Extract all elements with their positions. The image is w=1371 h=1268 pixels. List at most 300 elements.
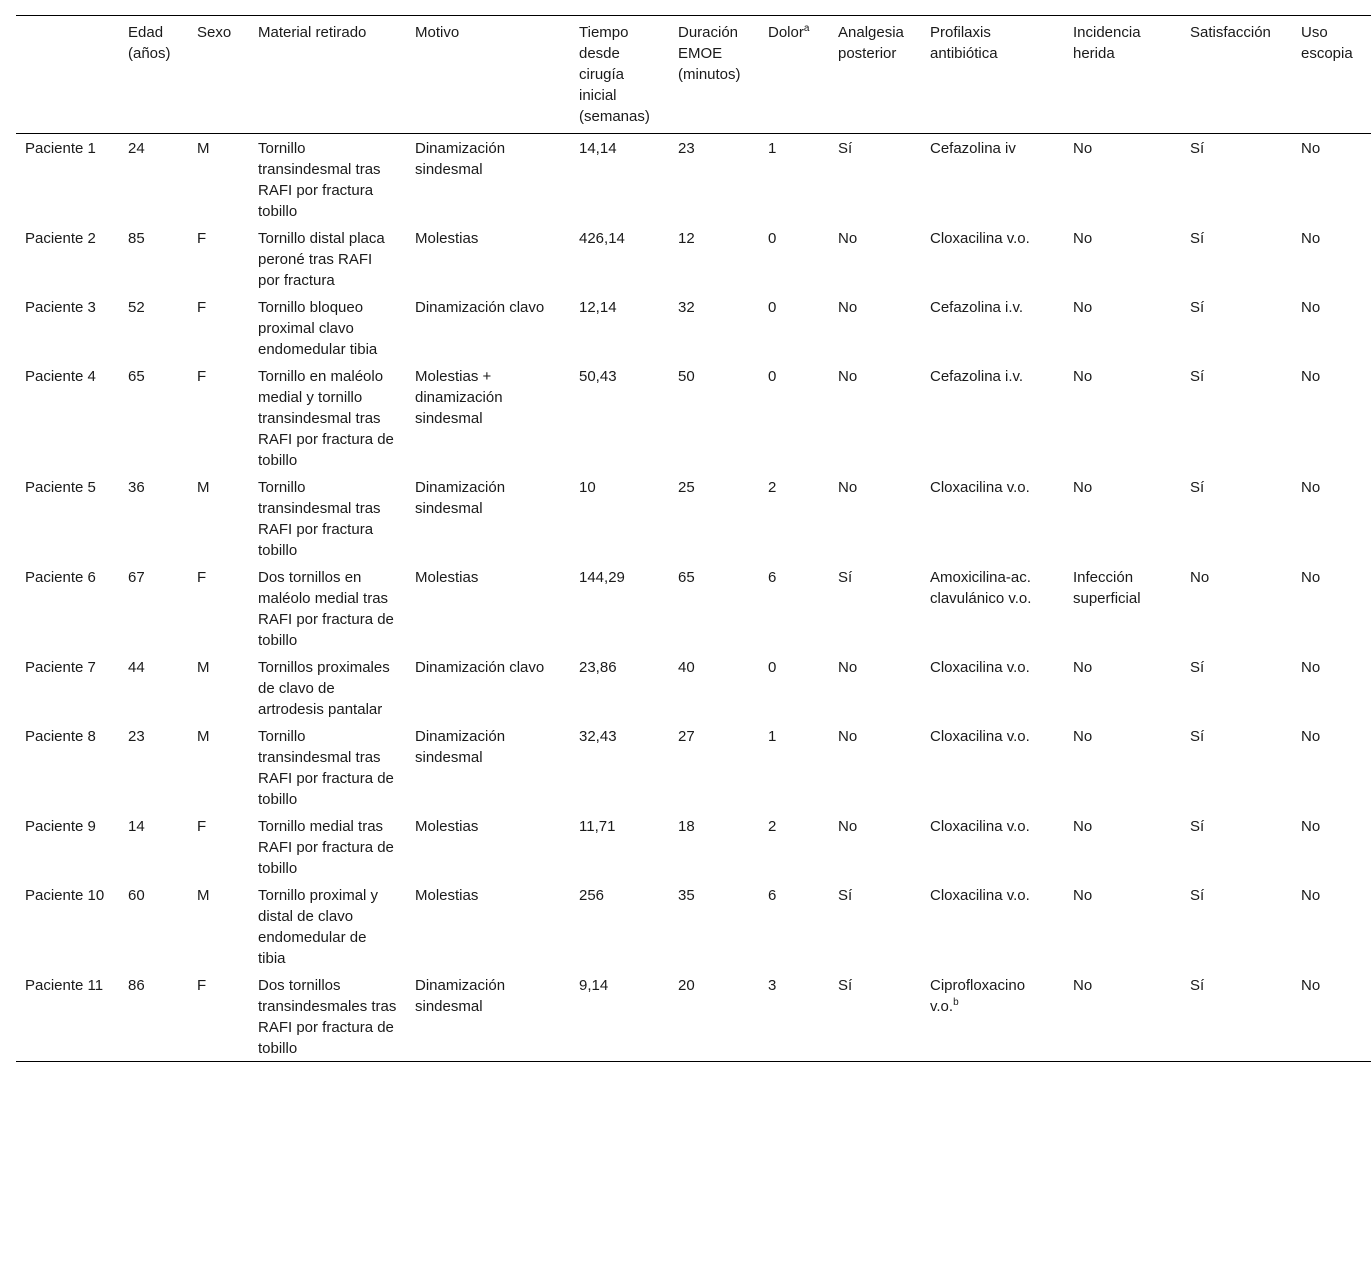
table-cell	[669, 362, 759, 473]
table-cell	[570, 971, 669, 1062]
table-cell	[669, 971, 759, 1062]
table-cell	[570, 473, 669, 563]
table-cell	[406, 224, 570, 293]
cell-text: 426,14	[579, 230, 625, 247]
cell-text: Molestias	[415, 230, 479, 247]
table-cell	[16, 653, 119, 722]
table-cell	[921, 971, 1064, 1062]
header-cell: Analgesia posterior	[838, 24, 904, 62]
cell-text: 23	[128, 728, 145, 745]
table-cell	[16, 473, 119, 563]
table-cell	[188, 812, 249, 881]
cell-text: Tornillo transindesmal tras RAFI por fractura tobillo	[258, 140, 381, 220]
table-cell	[570, 653, 669, 722]
cell-text: No	[1073, 140, 1093, 157]
cell-text: Dinamización clavo	[415, 299, 545, 316]
table-cell	[1181, 224, 1292, 293]
table-cell	[16, 134, 119, 225]
table-cell	[406, 293, 570, 362]
table-cell	[119, 722, 188, 812]
header-cell-dolor	[759, 16, 829, 134]
table-header	[16, 16, 1371, 134]
cell-text: No	[838, 299, 858, 316]
cell-text: 86	[128, 977, 145, 994]
cell-text: Sí	[838, 569, 853, 586]
table-cell	[570, 563, 669, 653]
cell-text: Sí	[1190, 479, 1205, 496]
table-cell	[1064, 812, 1181, 881]
table-cell	[249, 881, 406, 971]
table-cell	[570, 812, 669, 881]
table-cell	[188, 134, 249, 225]
table-cell	[829, 563, 921, 653]
cell-text: Cefazolina i.v.	[930, 299, 1024, 316]
cell-text: Paciente 5	[25, 479, 96, 496]
cell-text: Sí	[1190, 977, 1205, 994]
table-cell	[249, 653, 406, 722]
table-cell	[829, 812, 921, 881]
table-cell	[921, 722, 1064, 812]
cell-text: M	[197, 140, 210, 157]
table-cell	[188, 722, 249, 812]
cell-text: Cloxacilina v.o.	[930, 230, 1030, 247]
cell-text: Tornillos proximales de clavo de artrodesis pantalar	[258, 659, 390, 718]
cell-text: Cloxacilina v.o.	[930, 479, 1030, 496]
cell-text: Sí	[1190, 887, 1205, 904]
table-row	[16, 971, 1371, 1062]
cell-text: Dinamización sindesmal	[415, 140, 506, 178]
cell-text: 32	[678, 299, 695, 316]
header-dolor-label: Dolor	[768, 24, 804, 41]
table-cell	[829, 293, 921, 362]
footnote-marker: b	[953, 997, 959, 1008]
cell-text: No	[1073, 299, 1093, 316]
table-cell	[1292, 563, 1371, 653]
cell-text: Sí	[1190, 140, 1205, 157]
table-cell	[829, 362, 921, 473]
cell-text: Tornillo en maléolo medial y tornillo transindesmal tras RAFI por fractura de tobillo	[258, 368, 394, 469]
table-cell	[406, 362, 570, 473]
table-cell	[406, 722, 570, 812]
cell-text: 24	[128, 140, 145, 157]
cell-text: Paciente 7	[25, 659, 96, 676]
header-cell: Motivo	[415, 24, 460, 41]
cell-text: 256	[579, 887, 605, 904]
cell-text: 23,86	[579, 659, 617, 676]
cell-text: Amoxicilina-ac. clavulánico v.o.	[930, 569, 1032, 607]
cell-text: 52	[128, 299, 145, 316]
cell-text: Dos tornillos en maléolo medial tras RAFI por fractura de tobillo	[258, 569, 394, 649]
cell-text: Infección superficial	[1073, 569, 1141, 607]
table-cell	[1181, 812, 1292, 881]
table-cell	[119, 881, 188, 971]
cell-text: No	[1301, 140, 1321, 157]
table-cell	[188, 293, 249, 362]
cell-text: Cloxacilina v.o.	[930, 659, 1030, 676]
cell-text: 20	[678, 977, 695, 994]
cell-text: M	[197, 887, 210, 904]
cell-text: No	[1073, 230, 1093, 247]
table-cell	[119, 293, 188, 362]
cell-text: 32,43	[579, 728, 617, 745]
table-cell	[406, 653, 570, 722]
table-cell	[570, 362, 669, 473]
table-row	[16, 653, 1371, 722]
table-cell	[570, 134, 669, 225]
cell-text: Tornillo transindesmal tras RAFI por fractura tobillo	[258, 479, 381, 559]
patients-table	[16, 15, 1371, 1062]
table-cell	[829, 653, 921, 722]
cell-text: Sí	[838, 977, 853, 994]
table-cell	[1292, 722, 1371, 812]
cell-text: No	[1301, 479, 1321, 496]
cell-text: 9,14	[579, 977, 609, 994]
cell-text: Dinamización sindesmal	[415, 479, 506, 517]
header-cell: Satisfacción	[1190, 24, 1271, 41]
table-cell	[1064, 563, 1181, 653]
cell-text: Molestias + dinamización sindesmal	[415, 368, 503, 427]
table-cell	[119, 812, 188, 881]
table-cell	[1181, 134, 1292, 225]
table-cell	[249, 362, 406, 473]
table-cell	[829, 881, 921, 971]
cell-text: M	[197, 659, 210, 676]
table-cell	[669, 653, 759, 722]
cell-text: 40	[678, 659, 695, 676]
header-cell: Tiempo desde cirugía inicial (semanas)	[579, 24, 650, 125]
cell-text: No	[838, 818, 858, 835]
cell-text: Sí	[1190, 728, 1205, 745]
table-cell	[188, 362, 249, 473]
table-cell	[759, 224, 829, 293]
cell-text: Tornillo bloqueo proximal clavo endomedular tibia	[258, 299, 378, 358]
table-cell	[406, 812, 570, 881]
table-row	[16, 134, 1371, 225]
table-row	[16, 812, 1371, 881]
cell-text: 12	[678, 230, 695, 247]
table-cell	[1292, 653, 1371, 722]
table-cell	[1181, 473, 1292, 563]
cell-text: Cloxacilina v.o.	[930, 728, 1030, 745]
cell-text: Paciente 9	[25, 818, 96, 835]
cell-text: No	[1301, 569, 1321, 586]
table-cell	[249, 563, 406, 653]
table-cell	[1064, 362, 1181, 473]
cell-text: 2	[768, 479, 777, 496]
cell-text: Paciente 8	[25, 728, 96, 745]
table-cell	[16, 362, 119, 473]
table-cell	[759, 653, 829, 722]
cell-text: No	[1073, 977, 1093, 994]
cell-text: M	[197, 479, 210, 496]
table-cell	[119, 224, 188, 293]
header-cell: Duración EMOE (minutos)	[678, 24, 741, 83]
cell-text: Molestias	[415, 818, 479, 835]
cell-text: No	[838, 479, 858, 496]
cell-text: Dinamización sindesmal	[415, 977, 506, 1015]
table-cell	[188, 563, 249, 653]
cell-text: Paciente 1	[25, 140, 96, 157]
cell-text: 44	[128, 659, 145, 676]
table-cell	[406, 971, 570, 1062]
cell-text: Cloxacilina v.o.	[930, 818, 1030, 835]
table-cell	[16, 812, 119, 881]
cell-text: Dinamización sindesmal	[415, 728, 506, 766]
table-cell	[119, 473, 188, 563]
header-cell: Uso escopia	[1301, 24, 1353, 62]
cell-text: No	[1073, 728, 1093, 745]
cell-text: 10	[579, 479, 596, 496]
table-cell	[829, 134, 921, 225]
header-cell: Incidencia herida	[1073, 24, 1141, 62]
cell-text: 0	[768, 368, 777, 385]
cell-text: Molestias	[415, 887, 479, 904]
table-cell	[119, 134, 188, 225]
table-cell	[119, 563, 188, 653]
cell-text: 50	[678, 368, 695, 385]
table-row	[16, 473, 1371, 563]
header-cell: Material retirado	[258, 24, 367, 41]
cell-text: Paciente 6	[25, 569, 96, 586]
cell-text: Tornillo distal placa peroné tras RAFI por fractura	[258, 230, 385, 289]
cell-text: 50,43	[579, 368, 617, 385]
table-cell	[1064, 473, 1181, 563]
table-cell	[759, 812, 829, 881]
table-cell	[1064, 653, 1181, 722]
cell-text: No	[1073, 368, 1093, 385]
cell-text: 2	[768, 818, 777, 835]
cell-text: No	[838, 368, 858, 385]
table-cell	[921, 881, 1064, 971]
table-row	[16, 224, 1371, 293]
table-cell	[249, 293, 406, 362]
cell-text: 67	[128, 569, 145, 586]
table-cell	[921, 563, 1064, 653]
table-cell	[1181, 563, 1292, 653]
cell-text: 35	[678, 887, 695, 904]
table-cell	[406, 473, 570, 563]
table-row	[16, 563, 1371, 653]
table-cell	[921, 293, 1064, 362]
table-cell	[669, 134, 759, 225]
table-cell	[669, 881, 759, 971]
table-cell	[570, 224, 669, 293]
table-cell	[669, 473, 759, 563]
table-cell	[16, 293, 119, 362]
cell-text: Tornillo medial tras RAFI por fractura de tobillo	[258, 818, 394, 877]
table-cell	[829, 224, 921, 293]
table-row	[16, 293, 1371, 362]
table-cell	[188, 653, 249, 722]
cell-text: Dinamización clavo	[415, 659, 545, 676]
cell-text: 1	[768, 728, 777, 745]
header-cell: Edad (años)	[128, 24, 171, 62]
table-cell	[669, 563, 759, 653]
cell-text: No	[1073, 887, 1093, 904]
cell-text: No	[1301, 977, 1321, 994]
cell-text: F	[197, 230, 207, 247]
table-cell	[1181, 722, 1292, 812]
cell-text: Paciente 3	[25, 299, 96, 316]
table-cell	[16, 722, 119, 812]
cell-text: Sí	[1190, 659, 1205, 676]
cell-text: F	[197, 818, 207, 835]
table-cell	[921, 473, 1064, 563]
table-cell	[1292, 293, 1371, 362]
table-cell	[829, 971, 921, 1062]
cell-text: Sí	[1190, 818, 1205, 835]
cell-text: Paciente 10	[25, 887, 105, 904]
cell-text: No	[1073, 479, 1093, 496]
table-cell	[249, 971, 406, 1062]
cell-text: No	[1073, 818, 1093, 835]
cell-text: 14,14	[579, 140, 617, 157]
table-cell	[570, 722, 669, 812]
table-cell	[249, 722, 406, 812]
table-row	[16, 881, 1371, 971]
table-cell	[1292, 971, 1371, 1062]
cell-text: No	[1301, 299, 1321, 316]
table-cell	[249, 134, 406, 225]
cell-text: 85	[128, 230, 145, 247]
cell-text: 65	[128, 368, 145, 385]
table-cell	[1292, 881, 1371, 971]
table-cell	[188, 881, 249, 971]
cell-text: 12,14	[579, 299, 617, 316]
cell-text: 0	[768, 230, 777, 247]
cell-text: No	[838, 659, 858, 676]
table-cell	[921, 134, 1064, 225]
table-cell	[759, 971, 829, 1062]
table-cell	[119, 971, 188, 1062]
cell-text: 60	[128, 887, 145, 904]
table-cell	[16, 563, 119, 653]
table-cell	[249, 224, 406, 293]
table-cell	[1292, 473, 1371, 563]
table-cell	[1292, 812, 1371, 881]
cell-text: 14	[128, 818, 145, 835]
cell-text: Sí	[1190, 299, 1205, 316]
cell-text: Cefazolina iv	[930, 140, 1016, 157]
table-cell	[759, 722, 829, 812]
cell-text: No	[1190, 569, 1210, 586]
cell-text: F	[197, 299, 207, 316]
cell-text: No	[838, 230, 858, 247]
table-cell	[16, 971, 119, 1062]
cell-text: F	[197, 977, 207, 994]
table-cell	[406, 881, 570, 971]
cell-text: Tornillo proximal y distal de clavo endomedular de tibia	[258, 887, 379, 967]
table-cell	[570, 881, 669, 971]
table-cell	[1181, 293, 1292, 362]
cell-text: 23	[678, 140, 695, 157]
table-cell	[1181, 653, 1292, 722]
cell-text: 3	[768, 977, 777, 994]
table-cell	[829, 473, 921, 563]
table-cell	[119, 362, 188, 473]
table-cell	[1064, 881, 1181, 971]
table-cell	[1181, 881, 1292, 971]
table-cell	[759, 473, 829, 563]
cell-text: Sí	[838, 140, 853, 157]
table-cell	[1292, 362, 1371, 473]
cell-text: 18	[678, 818, 695, 835]
table-cell	[249, 812, 406, 881]
footnote-marker: a	[803, 23, 810, 34]
cell-text: 0	[768, 299, 777, 316]
cell-text: 0	[768, 659, 777, 676]
cell-text: Sí	[838, 887, 853, 904]
table-cell	[759, 881, 829, 971]
table-cell	[119, 653, 188, 722]
cell-text: No	[1301, 368, 1321, 385]
table-cell	[1292, 134, 1371, 225]
table-cell	[921, 812, 1064, 881]
table-cell	[1181, 362, 1292, 473]
table-cell	[1181, 971, 1292, 1062]
table-cell	[570, 293, 669, 362]
table-cell	[1064, 224, 1181, 293]
table-cell	[249, 473, 406, 563]
table-cell	[759, 362, 829, 473]
table-row	[16, 362, 1371, 473]
table-cell	[406, 563, 570, 653]
table-cell	[669, 722, 759, 812]
cell-text: Cefazolina i.v.	[930, 368, 1024, 385]
cell-text: 25	[678, 479, 695, 496]
table-cell	[669, 812, 759, 881]
cell-text: 36	[128, 479, 145, 496]
table-cell	[1064, 134, 1181, 225]
table-body	[16, 134, 1371, 1062]
header-cell: Sexo	[197, 24, 232, 41]
table-cell	[16, 224, 119, 293]
table-cell	[921, 653, 1064, 722]
cell-text: No	[1073, 659, 1093, 676]
cell-text: 6	[768, 569, 777, 586]
cell-text: No	[1301, 728, 1321, 745]
cell-text: No	[1301, 230, 1321, 247]
table-cell	[1064, 293, 1181, 362]
table-cell	[1292, 224, 1371, 293]
table-row	[16, 722, 1371, 812]
cell-text: F	[197, 368, 207, 385]
table-cell	[829, 722, 921, 812]
table-cell	[921, 362, 1064, 473]
table-cell	[406, 134, 570, 225]
table-container	[16, 15, 1371, 1062]
table-cell	[188, 224, 249, 293]
table-cell	[759, 134, 829, 225]
cell-text: M	[197, 728, 210, 745]
cell-text: Molestias	[415, 569, 479, 586]
table-cell	[1064, 722, 1181, 812]
cell-text: Paciente 4	[25, 368, 96, 385]
cell-text: Sí	[1190, 368, 1205, 385]
table-cell	[16, 881, 119, 971]
cell-text: No	[1301, 887, 1321, 904]
cell-text: F	[197, 569, 207, 586]
header-cell: Profilaxis antibiótica	[930, 24, 998, 62]
table-cell	[759, 563, 829, 653]
table-cell	[1064, 971, 1181, 1062]
table-cell	[921, 224, 1064, 293]
cell-text: Cloxacilina v.o.	[930, 887, 1030, 904]
cell-text: Tornillo transindesmal tras RAFI por fractura de tobillo	[258, 728, 394, 808]
cell-text: Paciente 11	[25, 977, 104, 994]
table-cell	[188, 473, 249, 563]
table-cell	[669, 224, 759, 293]
